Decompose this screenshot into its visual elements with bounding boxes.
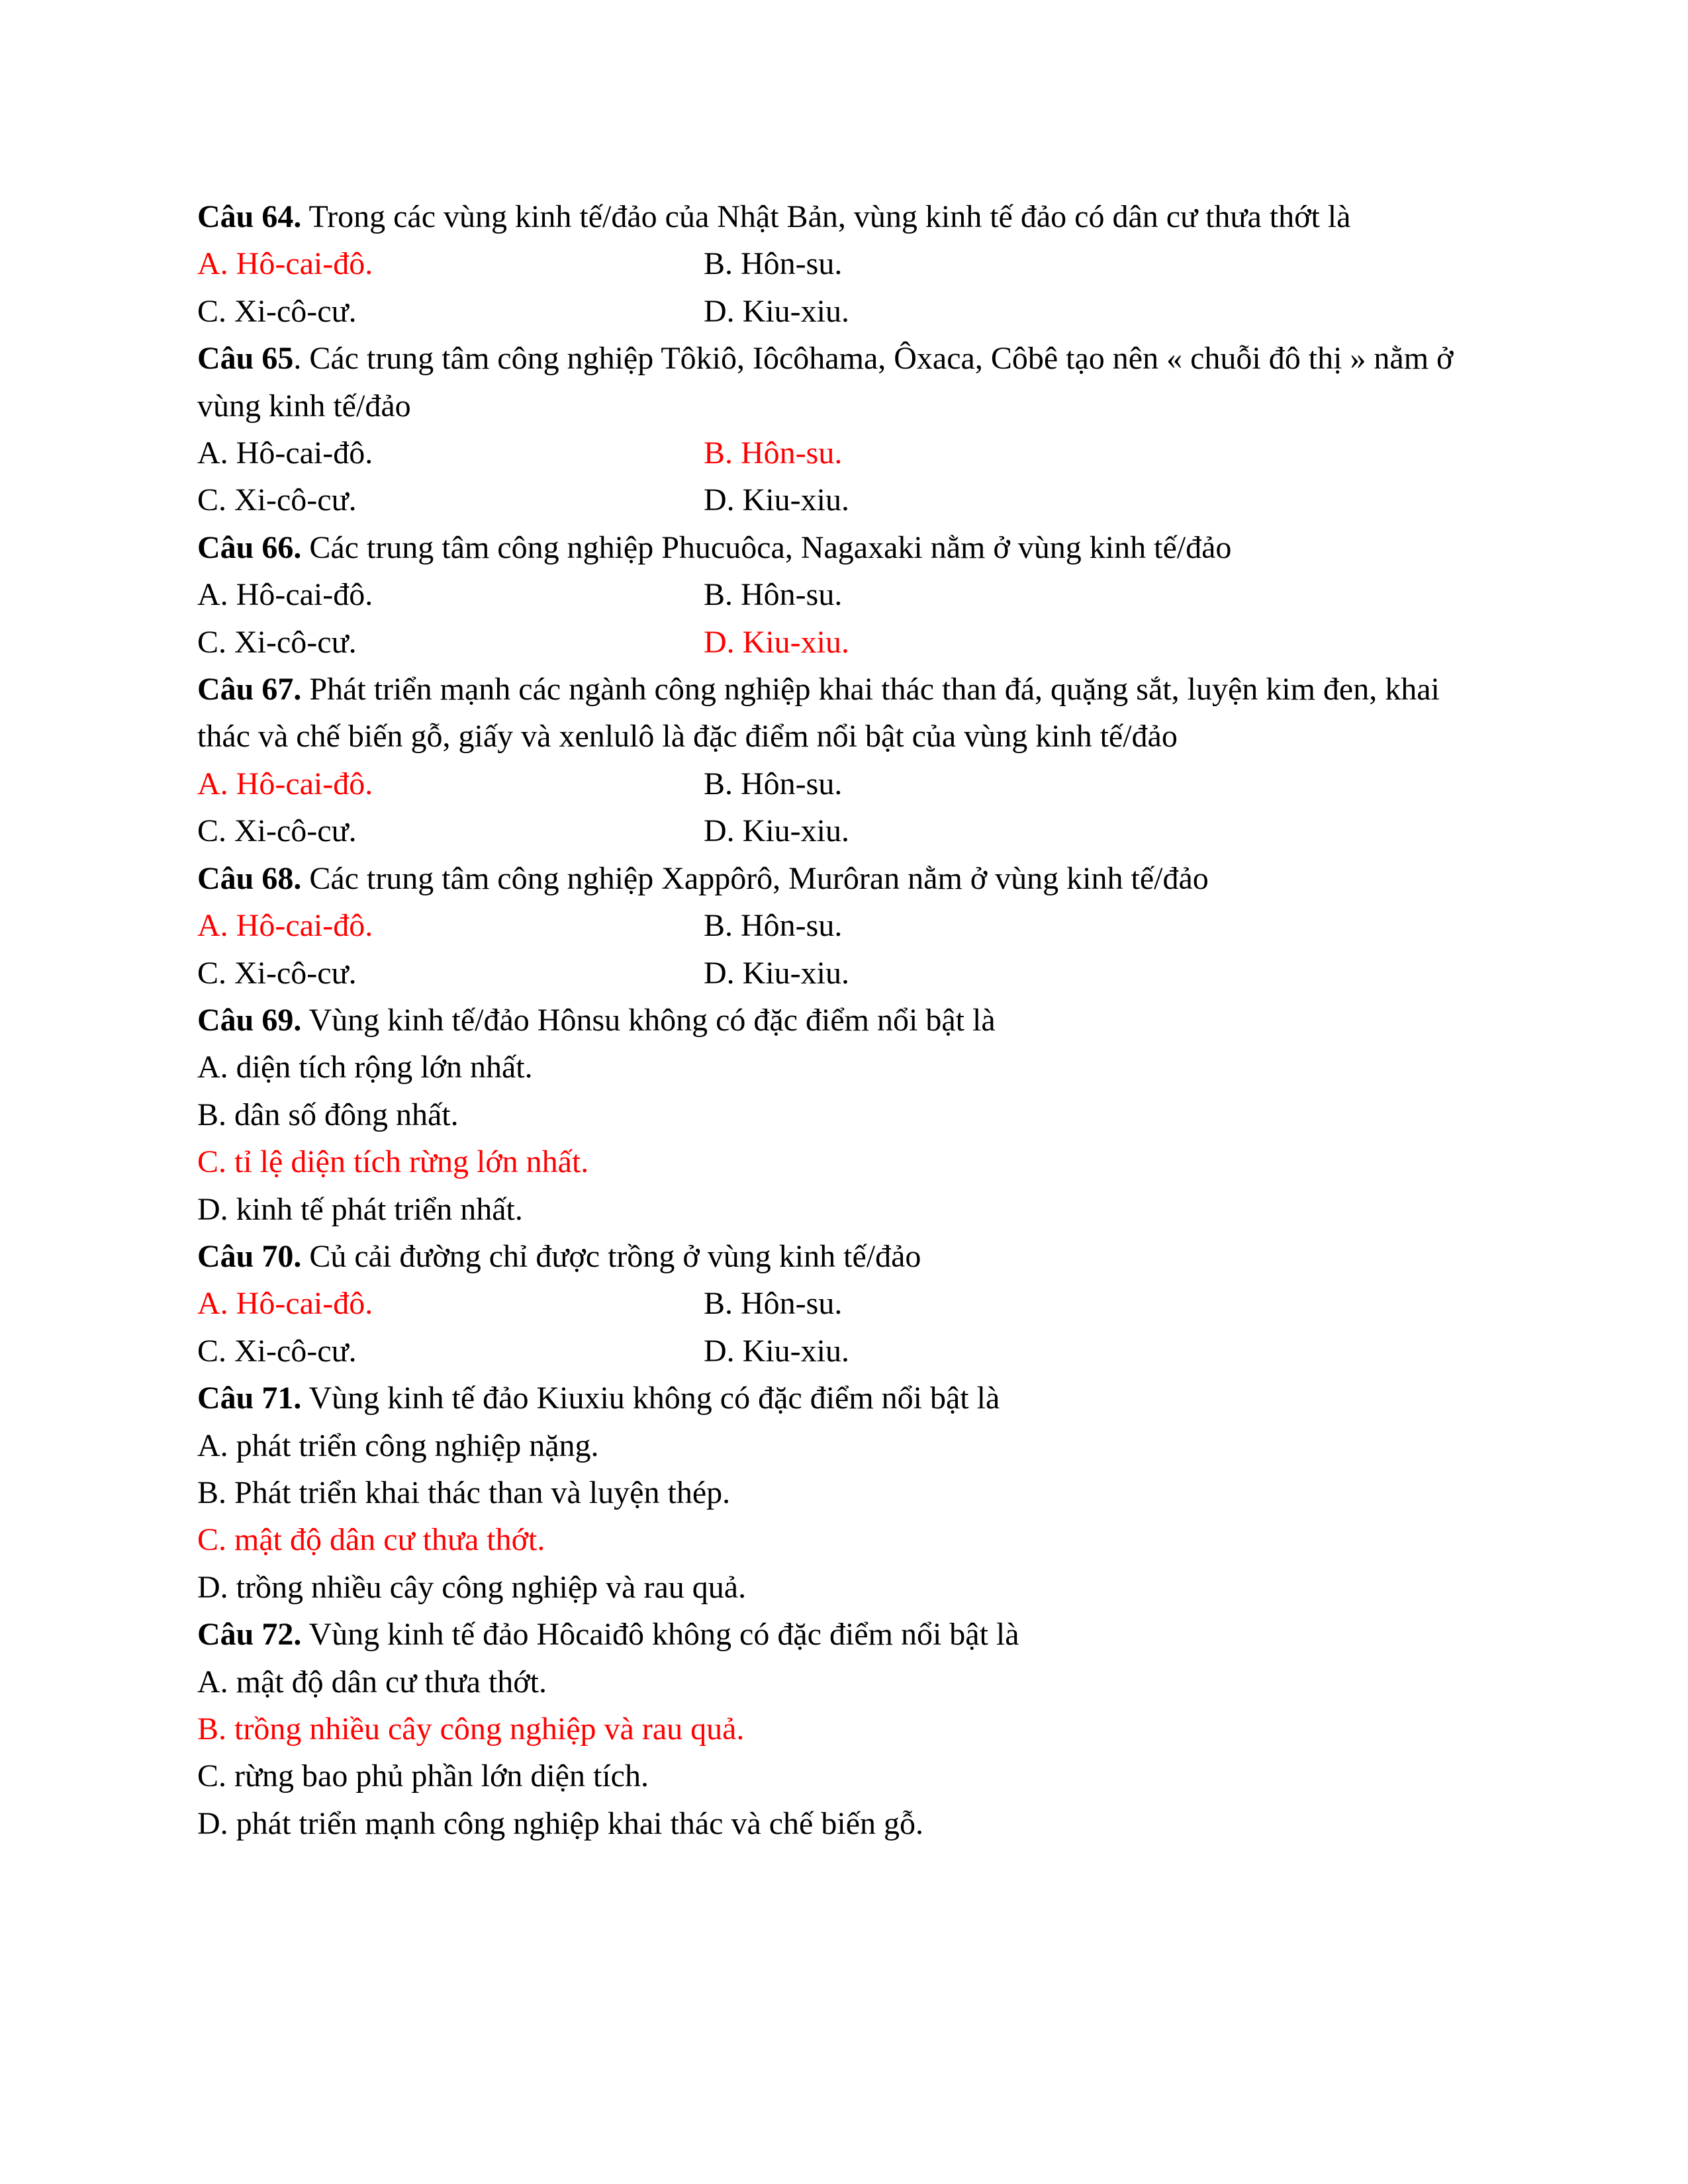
answer-option: B. Hôn-su. xyxy=(704,577,843,613)
question-stem xyxy=(197,997,1495,1044)
question-number: Câu 67. xyxy=(197,672,302,707)
answer-option-correct: B. trồng nhiều cây công nghiệp và rau quả. xyxy=(197,1711,745,1747)
answer-option-correct: C. mật độ dân cư thưa thớt. xyxy=(197,1522,545,1558)
question-number: Câu 71. xyxy=(197,1381,302,1416)
answer-option: C. Xi-cô-cư. xyxy=(197,293,357,329)
question-text: Củ cải đường chỉ được trồng ở vùng kinh tế/đảo xyxy=(301,1238,921,1274)
question-text: Các trung tâm công nghiệp Xappôrô, Murôran nằm ở vùng kinh tế/đảo xyxy=(301,860,1209,896)
question-block xyxy=(197,666,1495,855)
answer-option: D. phát triển mạnh công nghiệp khai thác và chế biến gỗ. xyxy=(197,1805,923,1841)
answer-option-correct: B. Hôn-su. xyxy=(704,435,843,471)
answer-options xyxy=(197,240,1495,335)
answer-option: D. Kiu-xiu. xyxy=(704,813,849,849)
question-block xyxy=(197,1375,1495,1611)
question-number: Câu 65 xyxy=(197,341,294,377)
question-stem xyxy=(197,1611,1495,1658)
answer-option: B. Phát triển khai thác than và luyện thép. xyxy=(197,1475,731,1510)
question-text: Vùng kinh tế đảo Kiuxiu không có đặc điểm nổi bật là xyxy=(301,1381,1000,1416)
answer-option: B. Hôn-su. xyxy=(704,908,843,944)
question-block xyxy=(197,997,1495,1233)
answer-options xyxy=(197,902,1495,997)
answer-option: A. Hô-cai-đô. xyxy=(197,435,373,471)
document-page xyxy=(197,193,1495,1847)
answer-option: A. mật độ dân cư thưa thớt. xyxy=(197,1664,547,1700)
answer-option: D. trồng nhiều cây công nghiệp và rau quả. xyxy=(197,1569,747,1605)
question-number: Câu 68. xyxy=(197,860,302,896)
answer-options xyxy=(197,430,1495,524)
question-list xyxy=(197,193,1495,1847)
question-block xyxy=(197,1233,1495,1375)
question-number: Câu 64. xyxy=(197,199,302,234)
question-text: Trong các vùng kinh tế/đảo của Nhật Bản, vùng kinh tế đảo có dân cư thưa thớt là xyxy=(301,199,1351,234)
question-text: . Các trung tâm công nghiệp Tôkiô, Iôcôhama, Ôxaca, Côbê tạo nên « chuỗi đô thị » nằm ở vùng kinh tế/đảo xyxy=(197,341,1454,424)
answer-options xyxy=(197,1422,1495,1612)
question-stem xyxy=(197,666,1495,760)
answer-option: B. Hôn-su. xyxy=(704,1286,843,1322)
question-stem xyxy=(197,524,1495,571)
question-number: Câu 72. xyxy=(197,1617,302,1653)
answer-option-correct: A. Hô-cai-đô. xyxy=(197,766,373,801)
answer-option: A. diện tích rộng lớn nhất. xyxy=(197,1050,533,1085)
answer-option: C. Xi-cô-cư. xyxy=(197,482,357,518)
answer-option: C. rừng bao phủ phần lớn diện tích. xyxy=(197,1758,649,1794)
answer-option-correct: A. Hô-cai-đô. xyxy=(197,908,373,944)
question-block xyxy=(197,524,1495,666)
answer-option: D. kinh tế phát triển nhất. xyxy=(197,1191,523,1227)
answer-options xyxy=(197,1659,1495,1848)
answer-options xyxy=(197,760,1495,855)
answer-option: C. Xi-cô-cư. xyxy=(197,624,357,660)
answer-option-correct: D. Kiu-xiu. xyxy=(704,624,849,660)
answer-options xyxy=(197,1044,1495,1233)
question-stem xyxy=(197,1375,1495,1422)
question-block xyxy=(197,855,1495,997)
question-number: Câu 66. xyxy=(197,529,302,565)
answer-option: B. Hôn-su. xyxy=(704,246,843,282)
question-stem xyxy=(197,193,1495,240)
answer-option: D. Kiu-xiu. xyxy=(704,482,849,518)
answer-option: C. Xi-cô-cư. xyxy=(197,955,357,991)
answer-option: B. dân số đông nhất. xyxy=(197,1097,459,1132)
question-stem xyxy=(197,1233,1495,1280)
answer-option: D. Kiu-xiu. xyxy=(704,955,849,991)
question-block xyxy=(197,335,1495,524)
answer-option-correct: A. Hô-cai-đô. xyxy=(197,1286,373,1322)
answer-options xyxy=(197,571,1495,666)
answer-option: C. Xi-cô-cư. xyxy=(197,813,357,849)
question-text: Vùng kinh tế/đảo Hônsu không có đặc điểm nổi bật là xyxy=(301,1002,996,1038)
question-stem xyxy=(197,335,1495,430)
answer-option-correct: C. tỉ lệ diện tích rừng lớn nhất. xyxy=(197,1144,589,1180)
answer-option: A. phát triển công nghiệp nặng. xyxy=(197,1428,599,1463)
question-number: Câu 69. xyxy=(197,1002,302,1038)
answer-option: D. Kiu-xiu. xyxy=(704,293,849,329)
answer-option-correct: A. Hô-cai-đô. xyxy=(197,246,373,282)
question-stem xyxy=(197,855,1495,902)
question-number: Câu 70. xyxy=(197,1238,302,1274)
question-block xyxy=(197,1611,1495,1847)
answer-option: D. Kiu-xiu. xyxy=(704,1333,849,1369)
answer-option: C. Xi-cô-cư. xyxy=(197,1333,357,1369)
answer-option: B. Hôn-su. xyxy=(704,766,843,801)
question-block xyxy=(197,193,1495,335)
question-text: Phát triển mạnh các ngành công nghiệp khai thác than đá, quặng sắt, luyện kim đen, khai thác và chế biến gỗ, giấy và xenlulô là đặc điểm nổi bật của vùng kinh tế/đảo xyxy=(197,672,1440,754)
answer-option: A. Hô-cai-đô. xyxy=(197,577,373,613)
question-text: Vùng kinh tế đảo Hôcaiđô không có đặc điểm nổi bật là xyxy=(301,1617,1019,1653)
answer-options xyxy=(197,1280,1495,1375)
question-text: Các trung tâm công nghiệp Phucuôca, Nagaxaki nằm ở vùng kinh tế/đảo xyxy=(301,529,1232,565)
